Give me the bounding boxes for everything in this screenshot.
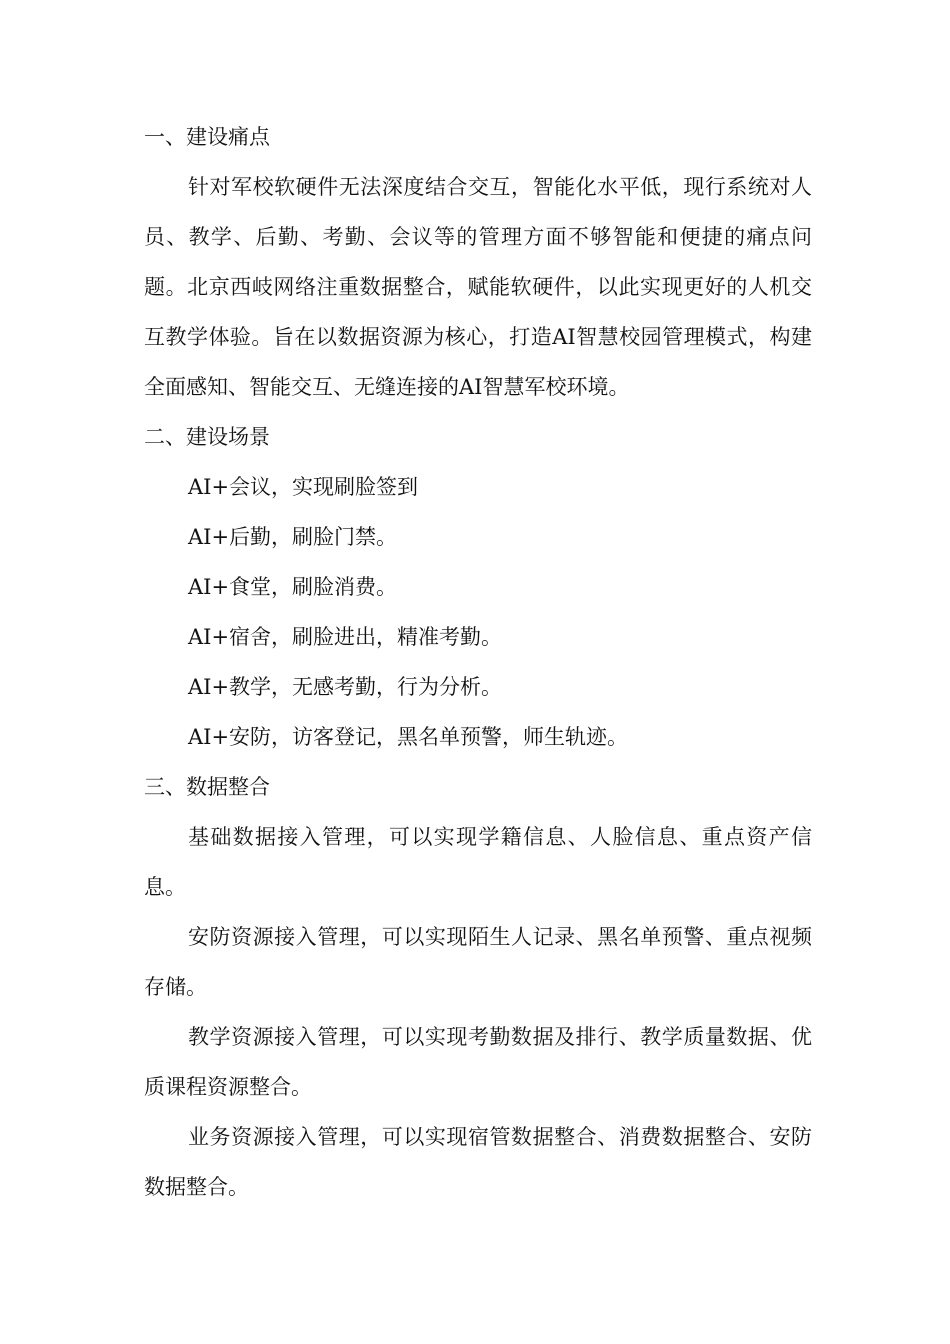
paragraph-pain-points: 针对军校软硬件无法深度结合交互，智能化水平低，现行系统对人员、教学、后勤、考勤、会议等的管理方面不够智能和便捷的痛点问题。北京西岐网络注重数据整合，赋能软硬件，以此实现更好的人机交互教学体验。旨在以数据资源为核心，打造AI智慧校园管理模式，构建全面感知、智能交互、无缝连接的AI智慧军校环境。 [144,175,812,399]
paragraph-security-resources: 安防资源接入管理，可以实现陌生人记录、黑名单预警、重点视频存储。 [144,925,812,999]
paragraph-teaching-resources: 教学资源接入管理，可以实现考勤数据及排行、教学质量数据、优质课程资源整合。 [144,1025,812,1099]
section-heading-scenarios: 二、建设场景 [144,425,270,449]
document-page [144,112,812,1212]
section-heading-pain-points: 一、建设痛点 [144,125,270,149]
scenario-item-security: AI+安防，访客登记，黑名单预警，师生轨迹。 [188,725,629,749]
scenario-item-teaching: AI+教学，无感考勤，行为分析。 [188,675,503,699]
paragraph-business-resources: 业务资源接入管理，可以实现宿管数据整合、消费数据整合、安防数据整合。 [144,1125,812,1199]
scenario-item-dormitory: AI+宿舍，刷脸进出，精准考勤。 [188,625,503,649]
scenario-item-meeting: AI+会议，实现刷脸签到 [188,475,419,499]
scenario-item-logistics: AI+后勤，刷脸门禁。 [188,525,398,549]
paragraph-basic-data: 基础数据接入管理，可以实现学籍信息、人脸信息、重点资产信息。 [144,825,812,899]
scenario-item-canteen: AI+食堂，刷脸消费。 [188,575,398,599]
section-heading-data-integration: 三、数据整合 [144,775,270,799]
